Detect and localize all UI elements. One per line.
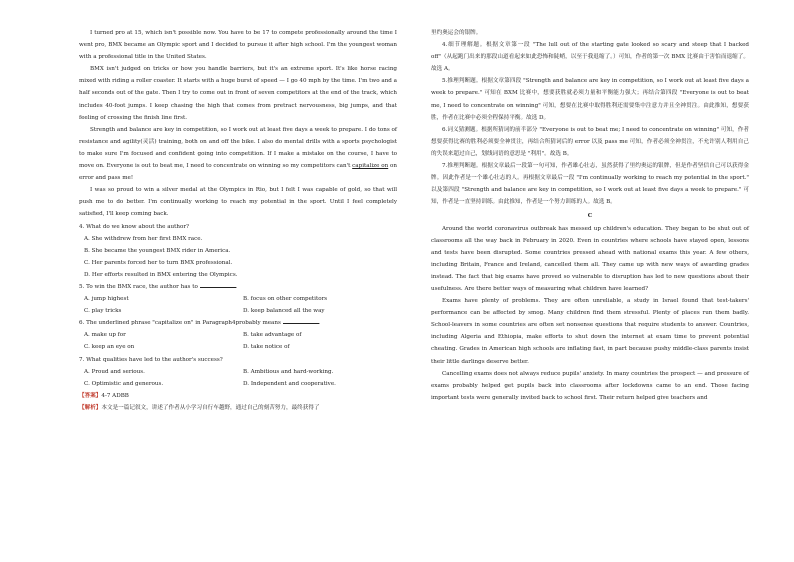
option-5b: B. focus on other competitors [243,296,328,303]
option-5a: A. jump highest [84,296,129,303]
option-4c: C. Her parents forced her to turn BMX professional. [84,259,233,266]
passage-paragraph: I turned pro at 15, which isn't possible now. You have to be 17 to compete professionally around the time I went pro, BMX became an Olympic sport and I decided to pursue it after high school. I'm the youngest woman with a professional title in the United States. [79,30,397,61]
answer-line [79,390,397,402]
option-4a: A. She withdrew from her first BMX race. [84,235,203,242]
analysis-line [79,402,397,414]
option-6a: A. make up for [84,332,126,339]
option-7c: C. Optimistic and generous. [84,380,164,387]
option-6c: C. keep an eye on [84,344,135,351]
passage-paragraph: Cancelling exams does not always reduce pupils' anxiety. In many countries the prospect — and pressure of exams probably helped get pupils back into classrooms after lockdowns came to an end. Those facing important tests were generally invited back to school first. Their return helped give teachers and [431,370,749,401]
question-5: 5. To win the BMX race, the author has to . [79,281,397,293]
underlined-phrase: capitalize on [352,163,389,170]
question-text: 6. The underlined phrase "capitalize on" in Paragraph4probably means [79,320,281,327]
option-7b: B. Ambitious and hard-working. [243,368,334,375]
options-row [79,378,397,390]
option-6b: B. take advantage of [243,332,302,339]
passage-paragraph [79,124,397,184]
passage-paragraph: Around the world coronavirus outbreak has messed up children's education. They began to be shut out of classrooms all the way back in February in 2020. Even in countries where schools have stayed open, lessons and tests have been disrupted. Some countries pressed ahead with national exams this year. A few others, including Britain, France and Ireland, cancelled them all. They came up with new ways of awarding grades instead. The fact that big exams have proved so vulnerable to disruption has led to new questions about their usefulness. Are there better ways of measuring what children have learned? [431,225,749,292]
options-row [79,329,397,341]
right-column [431,27,749,404]
options-row [79,341,397,353]
analysis-text: 本文是一篇记叙文，讲述了作者从小学习自行车越野，通过自己的刻苦努力，最终获得了 [101,404,320,411]
passage-paragraph: Exams have plenty of problems. They are often unreliable, a study in Israel found that test-takers' performance can be affected by smog. Many children find them stressful. Plenty of places run them badly. School-leavers in some countries are often set nonsense questions that require students to answer. Countries, including Algeria and Ethiopia, make efforts to shut down the internet at exam time to prevent potential cheating. Grades in American high schools are inflating fast, in part because pushy middle-class parents insist their little darlings deserve better. [431,298,749,365]
analysis-paragraph: 7.推理判断题。根据文章最后一段第一句可知，作者雄心壮志，虽然获得了里约奥运的银牌，但是作者坚信自己可以获得金牌。因此作者是一个雄心壮志的人。再根据文章最后一段 "I'm continually working to reach my potential in the sport." 以及第四段 "Strength and balance are key in competition, so I work out at least five days a week to prepare." 可知，作者是一直坚持训练。由此推知，作者是一个努力训练的人。故选 B。 [431,163,749,206]
option-5d: D. keep balanced all the way [243,308,325,315]
question-7: 7. What qualities have led to the author's success? [79,356,223,363]
option-4b: B. She became the youngest BMX rider in America. [84,247,231,254]
paragraph-text: on error and pass me! [79,163,397,182]
option-4d: D. Her efforts resulted in BMX entering the Olympics. [84,271,238,278]
paragraph-text: Strength and balance are key in competition, so I work out at least five days a week to prepare. I do tons of resistance and agility(灵活) training, both on and off the bike. I also do mental drills with a sports psychologist to make sure I'm focused and confident going into competition. If I make a mistake on the course, I have to move on. Everyone is out to beat me, I need to concentrate on winning so my competitors can't [79,126,397,170]
options-row [79,305,397,317]
analysis-paragraph: 5.推理判断题。根据文章第四段 "Strength and balance are key in competition, so I work out at least five days a week to prepare." 可知在 BXM 比赛中，想要获胜就必须力量和平衡能力强大；再结合第四段 "Everyone is out to beat me, I need to concentrate on winning" 可知，想要在比赛中取得胜利还需要集中注意力并且全神贯注。由此推知，想要获胜，作者在比赛中必须全程保持平衡。故选 D。 [431,78,749,121]
question-6: 6. The underlined phrase "capitalize on" in Paragraph4probably means . [79,317,397,329]
analysis-paragraph: 4.细节理解题。根据文章第一段 "The lull out of the starting gate looked so scary and steep that I backed off"（从起跑门出来的那段山道看起来如此恐怖和陡峭，以至于我退缩了。）可知，作者的第一次 BMX 比赛由于害怕而退缩了。故选 A。 [431,42,749,73]
option-6d: D. take notice of [243,344,290,351]
section-heading: C [587,213,593,220]
analysis-paragraph: 里约奥运会的银牌。 [431,30,482,36]
option-5c: C. play tricks [84,308,122,315]
answer-blank [283,317,319,324]
options-row [79,293,397,305]
question-text: 5. To win the BMX race, the author has to [79,283,198,290]
passage-paragraph: BMX isn't judged on tricks or how you handle barriers, but it's an extreme sport. It's like horse racing mixed with riding a roller coaster. It starts with a huge burst of speed — I go 40 mph by the time. I'm two and a half seconds out of the gate. Then I try to come out in front of seven competitors at the end of the track, which includes 40-foot jumps. I keep chasing the high that comes from pretract nervousness, big jumps, and that feeling of crossing the finish line first. [79,66,397,121]
left-column [79,27,397,414]
option-7a: A. Proud and serious. [84,368,145,375]
question-4: 4. What do we know about the author? [79,223,190,230]
options-row [79,366,397,378]
passage-paragraph: I was so proud to win a silver medal at the Olympics in Rio, but I felt I was capable of gold, so that will push me to do better. I'm continually working to reach my potential in the sport. Until I feel completely satisfied, I'll keep coming back. [79,187,397,218]
answer-tag: 【答案】 [79,392,102,399]
answer-blank [200,281,236,288]
option-7d: D. Independent and cooperative. [243,380,336,387]
analysis-paragraph: 6.词义猜测题。根据所猜词的前半部分 "Everyone is out to beat me; I need to concentrate on winning" 可知，作者想要获得比赛的胜利必须要全神贯注，再结合所猜词后的 error 以及 pass me 可知，作者必须全神贯注，不允许别人利用自己的失误来超过自己，划线词语的意思是 "利用"。故选 B。 [431,126,749,157]
analysis-tag: 【解析】 [79,404,102,411]
answer-text: 4-7 ADBB [101,392,129,399]
